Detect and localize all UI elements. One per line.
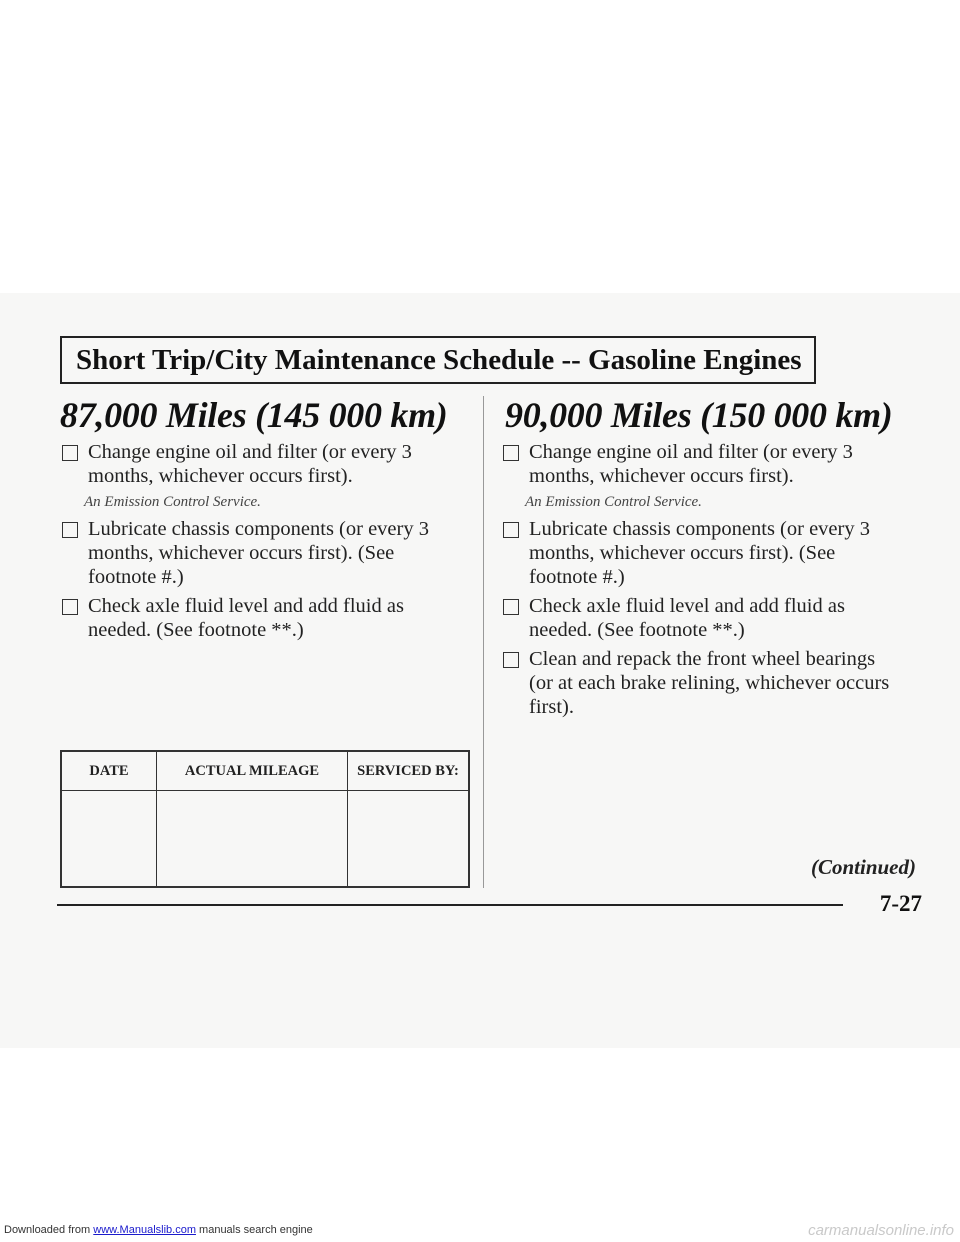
column-header-mileage: ACTUAL MILEAGE (157, 751, 348, 791)
page-rule (57, 904, 843, 906)
service-log-table (60, 750, 470, 888)
checklist-item (501, 440, 901, 512)
checkbox-icon[interactable] (62, 599, 78, 615)
mileage-cell[interactable] (157, 791, 348, 888)
checklist-item (501, 517, 901, 589)
table-row (61, 791, 469, 888)
checklist-item (60, 440, 440, 512)
right-section-title: 90,000 Miles (150 000 km) (505, 395, 893, 435)
watermark: carmanualsonline.info (808, 1222, 954, 1239)
item-text: Change engine oil and filter (or every 3 months, whichever occurs first). (529, 441, 853, 487)
column-header-serviced-by: SERVICED BY: (348, 751, 470, 791)
checkbox-icon[interactable] (503, 599, 519, 615)
header-title: Short Trip/City Maintenance Schedule -- Gasoline Engines (76, 344, 802, 376)
item-text: Check axle fluid level and add fluid as needed. (See footnote **.) (88, 595, 404, 641)
table-header-row (61, 751, 469, 791)
footer-suffix: manuals search engine (195, 1224, 313, 1236)
item-text: Change engine oil and filter (or every 3 months, whichever occurs first). (88, 441, 412, 487)
checklist-item (60, 594, 440, 642)
checkbox-icon[interactable] (62, 445, 78, 461)
item-note: An Emission Control Service. (525, 494, 702, 510)
item-text: Lubricate chassis components (or every 3 months, whichever occurs first). (See footnote #.) (88, 518, 429, 588)
item-text: Check axle fluid level and add fluid as needed. (See footnote **.) (529, 595, 845, 641)
download-footer (4, 1224, 313, 1236)
continued-label: (Continued) (810, 855, 916, 879)
serviced-by-cell[interactable] (348, 791, 470, 888)
checklist-item (501, 594, 901, 642)
left-section-title: 87,000 Miles (145 000 km) (60, 395, 448, 435)
checkbox-icon[interactable] (503, 445, 519, 461)
column-divider (483, 396, 484, 888)
column-header-date: DATE (61, 751, 157, 791)
left-checklist (60, 440, 440, 647)
checkbox-icon[interactable] (503, 522, 519, 538)
checklist-item (60, 517, 440, 589)
checkbox-icon[interactable] (503, 652, 519, 668)
manualslib-link[interactable]: www.Manualslib.com (93, 1224, 196, 1236)
date-cell[interactable] (61, 791, 157, 888)
page-header (60, 336, 816, 384)
item-note: An Emission Control Service. (84, 494, 261, 510)
item-text: Clean and repack the front wheel bearings (or at each brake relining, whichever occurs first). (529, 648, 890, 718)
checklist-item (501, 647, 901, 719)
footer-prefix: Downloaded from (4, 1224, 94, 1236)
item-text: Lubricate chassis components (or every 3 months, whichever occurs first). (See footnote #.) (529, 518, 870, 588)
right-checklist (501, 440, 901, 724)
checkbox-icon[interactable] (62, 522, 78, 538)
page-number: 7-27 (879, 891, 922, 916)
